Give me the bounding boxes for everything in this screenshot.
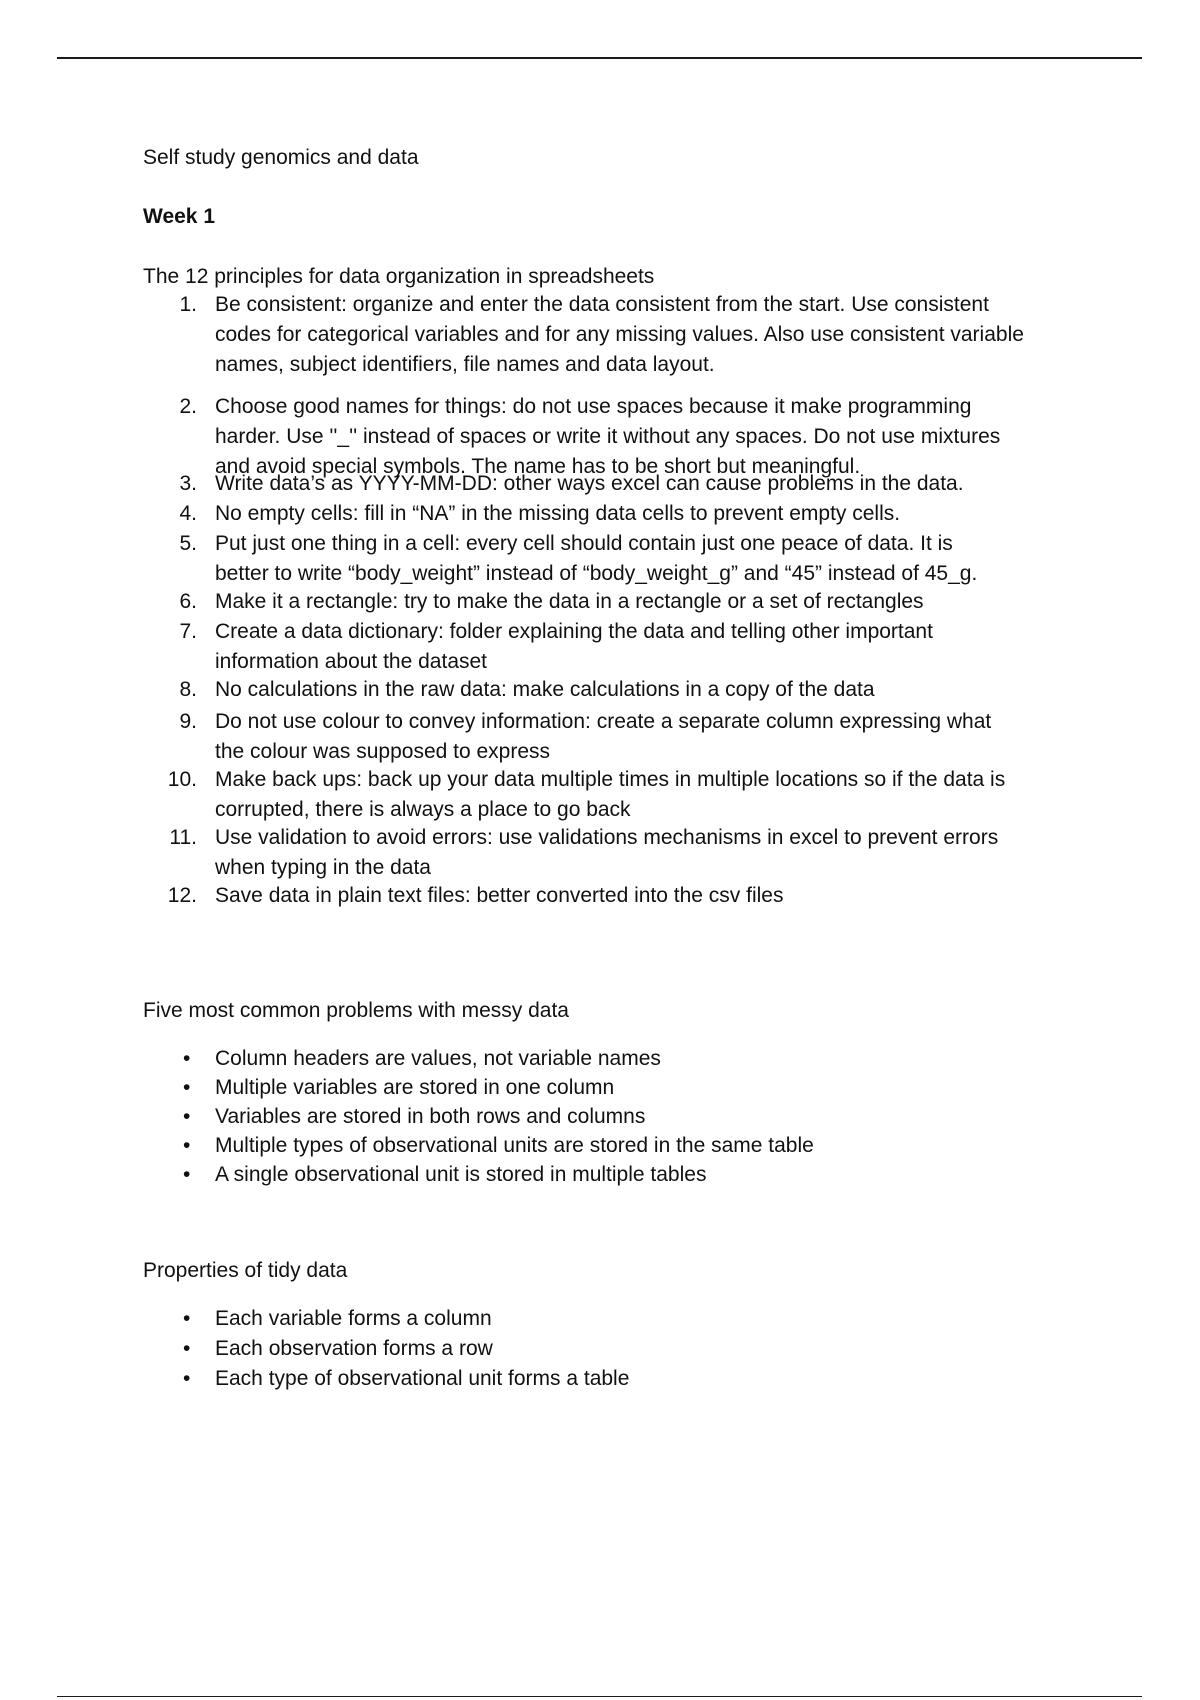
principle-number: 5. [179,532,197,555]
principle-text: when typing in the data [215,856,431,879]
principle-text: Choose good names for things: do not use spaces because it make programming [215,395,972,418]
principle-text: harder. Use ''_'' instead of spaces or write it without any spaces. Do not use mixtures [215,425,1001,448]
messy-item: Multiple variables are stored in one column [215,1076,615,1099]
principle-text: codes for categorical variables and for any missing values. Also use consistent variable [215,323,1024,346]
principle-text: Save data in plain text files: better converted into the csv files [215,884,784,907]
principle-text: better to write “body_weight” instead of “body_weight_g” and “45” instead of 45_g. [215,562,978,585]
principle-text: Make it a rectangle: try to make the data in a rectangle or a set of rectangles [215,590,924,613]
bullet-icon: • [183,1134,191,1157]
messy-item: A single observational unit is stored in multiple tables [215,1163,707,1186]
principle-number: 2. [179,395,197,418]
principle-number: 11. [169,826,197,849]
header-rule [57,57,1142,59]
principle-text: Be consistent: organize and enter the data consistent from the start. Use consistent [215,293,989,316]
tidy-item: Each observation forms a row [215,1337,493,1360]
messy-item: Multiple types of observational units are stored in the same table [215,1134,814,1157]
footer-rule [57,1696,1142,1697]
principle-text: No empty cells: fill in “NA” in the missing data cells to prevent empty cells. [215,502,901,525]
tidy-item: Each type of observational unit forms a table [215,1367,630,1390]
tidy-item: Each variable forms a column [215,1307,492,1330]
bullet-icon: • [183,1076,191,1099]
bullet-icon: • [183,1105,191,1128]
bullet-icon: • [183,1367,191,1390]
principle-number: 6. [179,590,197,613]
bullet-icon: • [183,1307,191,1330]
principle-number: 8. [179,678,197,701]
messy-item: Variables are stored in both rows and columns [215,1105,646,1128]
bullet-icon: • [183,1163,191,1186]
bullet-icon: • [183,1047,191,1070]
principles-heading: The 12 principles for data organization in spreadsheets [143,265,655,288]
principle-text: names, subject identifiers, file names and data layout. [215,353,715,376]
document-title: Self study genomics and data [143,146,419,169]
principle-text: Write data’s as YYYY-MM-DD: other ways excel can cause problems in the data. [215,472,964,495]
principle-number: 7. [179,620,197,643]
principle-number: 4. [179,502,197,525]
principle-text: No calculations in the raw data: make calculations in a copy of the data [215,678,875,701]
principle-text: corrupted, there is always a place to go back [215,798,631,821]
principle-number: 12. [167,884,197,907]
messy-item: Column headers are values, not variable names [215,1047,661,1070]
principle-number: 3. [179,472,197,495]
principle-text: Do not use colour to convey information: create a separate column expressing what [215,710,992,733]
principle-text: Put just one thing in a cell: every cell should contain just one peace of data. It is [215,532,953,555]
principle-text: Create a data dictionary: folder explaining the data and telling other important [215,620,933,643]
messy-data-heading: Five most common problems with messy data [143,999,569,1022]
principle-number: 9. [179,710,197,733]
principle-number: 10. [167,768,197,791]
tidy-data-heading: Properties of tidy data [143,1259,348,1282]
principle-text: Make back ups: back up your data multiple times in multiple locations so if the data is [215,768,1006,791]
principle-text: information about the dataset [215,650,488,673]
principle-number: 1. [179,293,197,316]
principle-text: Use validation to avoid errors: use validations mechanisms in excel to prevent errors [215,826,999,849]
principle-text: the colour was supposed to express [215,740,551,763]
principle-text: and avoid special symbols. The name has to be short but meaningful. [215,455,861,478]
week-heading: Week 1 [143,205,215,228]
bullet-icon: • [183,1337,191,1360]
